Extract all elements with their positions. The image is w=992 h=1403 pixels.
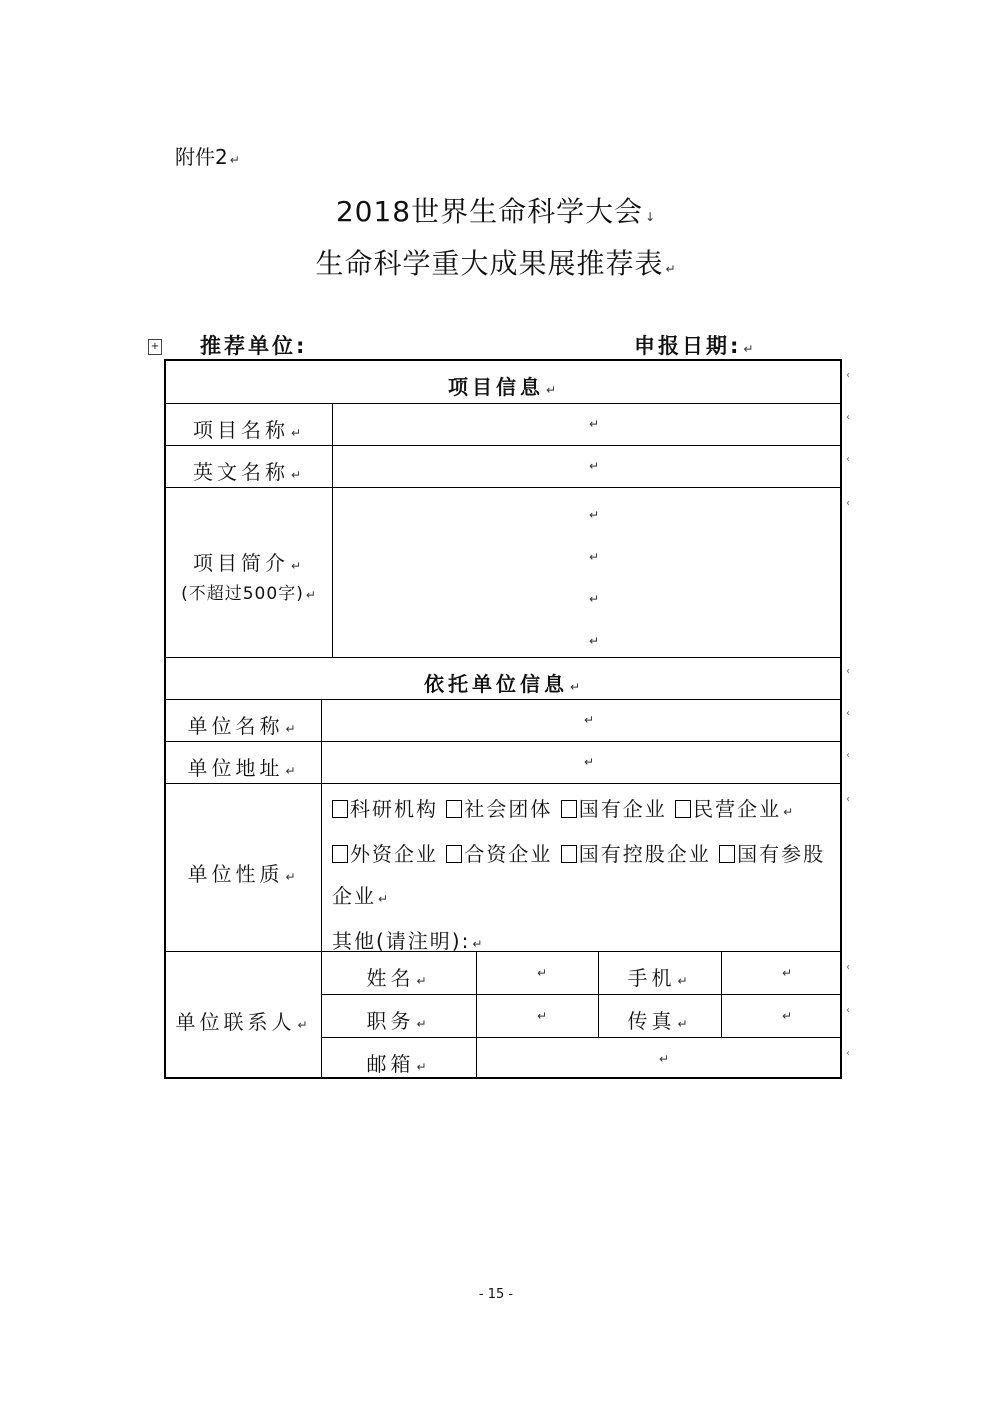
checkbox-icon[interactable] xyxy=(675,800,691,818)
checkbox-icon[interactable] xyxy=(332,800,348,818)
org-nature-label: 单位性质 ↵ xyxy=(187,862,300,886)
project-intro-label: 项目简介 ↵ xyxy=(192,551,306,575)
checkbox-icon[interactable] xyxy=(446,845,462,863)
nature-options-row-1: 科研机构 社会团体 国有企业 民营企业 ↵ xyxy=(332,788,825,833)
org-name-field[interactable]: ↵ xyxy=(584,713,595,727)
contact-title-label: 职务 ↵ xyxy=(366,1009,431,1033)
org-address-field[interactable]: ↵ xyxy=(584,755,595,769)
checkbox-social-group[interactable]: 社会团体 xyxy=(446,797,552,821)
org-nature-options xyxy=(332,788,825,965)
contact-title-field[interactable]: ↵ xyxy=(537,1009,548,1023)
title-line-2: 生命科学重大成果展推荐表 ↵ xyxy=(315,247,677,280)
project-name-label: 项目名称 ↵ xyxy=(192,418,306,442)
checkbox-research-institute[interactable]: 科研机构 xyxy=(332,797,438,821)
checkbox-joint-venture[interactable]: 合资企业 xyxy=(446,842,552,866)
attachment-label: 附件2 ↵ xyxy=(175,145,240,169)
nature-other[interactable]: 其他(请注明): ↵ xyxy=(332,929,485,953)
org-name-label: 单位名称 ↵ xyxy=(187,714,300,738)
checkbox-foreign[interactable]: 外资企业 xyxy=(332,842,438,866)
contact-phone-field[interactable]: ↵ xyxy=(782,966,793,980)
table-move-handle-icon[interactable]: + xyxy=(148,339,162,355)
row-divider xyxy=(166,783,842,784)
org-section-title: 依托单位信息 ↵ xyxy=(423,672,585,696)
checkbox-icon[interactable] xyxy=(332,845,348,863)
checkbox-icon[interactable] xyxy=(561,800,577,818)
title-line-1: 2018世界生命科学大会 ↓ xyxy=(335,195,657,228)
checkbox-private[interactable]: 民营企业 xyxy=(675,797,781,821)
checkbox-state-participation[interactable]: 国有参股 xyxy=(719,842,825,866)
project-name-field[interactable]: ↵ xyxy=(589,417,600,431)
contact-phone-label: 手机 ↵ xyxy=(627,966,692,990)
row-end-marker: ‹ xyxy=(846,962,850,973)
project-intro-note: (不超过500字) ↵ xyxy=(181,584,317,604)
contact-email-field[interactable]: ↵ xyxy=(659,1052,670,1066)
checkbox-state-owned[interactable]: 国有企业 xyxy=(561,797,667,821)
row-end-marker: ‹ xyxy=(846,794,850,805)
nature-options-row-2-cont: 企业 ↵ xyxy=(332,884,391,908)
nature-options-row-2 xyxy=(332,833,825,875)
project-section-title: 项目信息 ↵ xyxy=(447,375,561,399)
org-address-label: 单位地址 ↵ xyxy=(187,756,300,780)
contact-email-label: 邮箱 ↵ xyxy=(366,1052,431,1076)
checkbox-icon[interactable] xyxy=(446,800,462,818)
row-end-marker: ‹ xyxy=(846,708,850,719)
contact-label: 单位联系人 ↵ xyxy=(175,1010,312,1034)
contact-fax-label: 传真 ↵ xyxy=(627,1009,692,1033)
row-end-marker: ‹ xyxy=(846,1005,850,1016)
checkbox-icon[interactable] xyxy=(719,845,735,863)
checkbox-icon[interactable] xyxy=(561,845,577,863)
report-date-label: 申报日期: ↵ xyxy=(634,334,757,358)
row-end-marker: ‹ xyxy=(846,412,850,423)
checkbox-state-holding[interactable]: 国有控股企业 xyxy=(561,842,711,866)
recommend-unit-label: 推荐单位: xyxy=(200,334,308,358)
contact-fax-field[interactable]: ↵ xyxy=(782,1009,793,1023)
recommendation-form-table xyxy=(164,359,842,1079)
row-end-marker: ‹ xyxy=(846,750,850,761)
contact-name-field[interactable]: ↵ xyxy=(537,966,548,980)
english-name-label: 英文名称 ↵ xyxy=(192,460,306,484)
project-intro-field[interactable]: ↵ ↵ ↵ ↵ xyxy=(589,508,600,648)
row-end-marker: ‹ xyxy=(846,370,850,381)
english-name-field[interactable]: ↵ xyxy=(589,459,600,473)
page-number: - 15 - xyxy=(478,1287,514,1302)
contact-name-label: 姓名 ↵ xyxy=(366,966,431,990)
row-end-marker: ‹ xyxy=(846,498,850,509)
row-end-marker: ‹ xyxy=(846,666,850,677)
row-divider xyxy=(166,657,842,658)
row-end-marker: ‹ xyxy=(846,1048,850,1059)
row-end-marker: ‹ xyxy=(846,454,850,465)
